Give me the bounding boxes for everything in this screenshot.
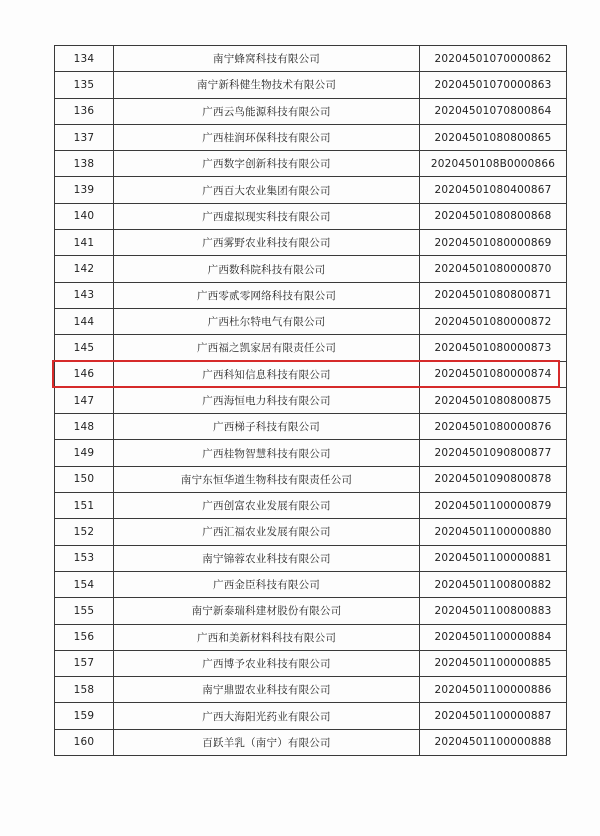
registration-code: 20204501070000862 (420, 46, 567, 72)
row-number: 145 (55, 335, 114, 361)
table-row (55, 46, 567, 72)
registration-code: 20204501100000886 (420, 677, 567, 703)
company-name: 广西杜尔特电气有限公司 (114, 308, 420, 334)
company-name: 广西科知信息科技有限公司 (114, 361, 420, 387)
table-row (55, 256, 567, 282)
company-name: 南宁新科健生物技术有限公司 (114, 72, 420, 98)
row-number: 156 (55, 624, 114, 650)
company-name: 广西博予农业科技有限公司 (114, 650, 420, 676)
company-name: 广西零贰零网络科技有限公司 (114, 282, 420, 308)
table-row (55, 466, 567, 492)
registration-code: 20204501090800878 (420, 466, 567, 492)
company-name: 广西大海阳光药业有限公司 (114, 703, 420, 729)
company-registry-table (54, 45, 567, 756)
table-row (55, 703, 567, 729)
table-row (55, 151, 567, 177)
company-name: 南宁蜂窝科技有限公司 (114, 46, 420, 72)
table-row (55, 519, 567, 545)
registration-code: 20204501080800865 (420, 124, 567, 150)
registration-code: 20204501100000884 (420, 624, 567, 650)
table-row (55, 571, 567, 597)
registration-code: 20204501100000881 (420, 545, 567, 571)
row-number: 148 (55, 414, 114, 440)
row-number: 136 (55, 98, 114, 124)
registration-code: 20204501080000873 (420, 335, 567, 361)
registration-code: 20204501080000876 (420, 414, 567, 440)
company-name: 百跃羊乳（南宁）有限公司 (114, 729, 420, 755)
registration-code: 20204501100000888 (420, 729, 567, 755)
company-name: 广西汇福农业发展有限公司 (114, 519, 420, 545)
registration-code: 20204501080000869 (420, 230, 567, 256)
registration-code: 20204501100000887 (420, 703, 567, 729)
row-number: 147 (55, 387, 114, 413)
registration-code: 20204501080800875 (420, 387, 567, 413)
registration-code: 20204501100000885 (420, 650, 567, 676)
registration-code: 20204501070000863 (420, 72, 567, 98)
table-row-highlighted (55, 361, 567, 387)
registration-code: 20204501080000870 (420, 256, 567, 282)
table-row (55, 414, 567, 440)
row-number: 138 (55, 151, 114, 177)
company-name: 广西和美新材料科技有限公司 (114, 624, 420, 650)
company-name: 广西金臣科技有限公司 (114, 571, 420, 597)
registration-code: 20204501100000879 (420, 493, 567, 519)
table-body (55, 46, 567, 756)
row-number: 159 (55, 703, 114, 729)
table-row (55, 282, 567, 308)
row-number: 152 (55, 519, 114, 545)
registration-code: 20204501100800882 (420, 571, 567, 597)
company-name: 南宁新泰瑞科建材股份有限公司 (114, 598, 420, 624)
registration-code: 20204501080800871 (420, 282, 567, 308)
table-row (55, 308, 567, 334)
company-name: 广西桂润环保科技有限公司 (114, 124, 420, 150)
company-name: 广西海恒电力科技有限公司 (114, 387, 420, 413)
company-name: 广西虚拟现实科技有限公司 (114, 203, 420, 229)
registration-code: 20204501080800868 (420, 203, 567, 229)
row-number: 143 (55, 282, 114, 308)
row-number: 146 (55, 361, 114, 387)
row-number: 155 (55, 598, 114, 624)
table-row (55, 650, 567, 676)
company-name: 广西百大农业集团有限公司 (114, 177, 420, 203)
row-number: 160 (55, 729, 114, 755)
table-row (55, 230, 567, 256)
table-row (55, 493, 567, 519)
registration-code: 20204501090800877 (420, 440, 567, 466)
table-row (55, 598, 567, 624)
table-row (55, 624, 567, 650)
company-name: 广西云鸟能源科技有限公司 (114, 98, 420, 124)
row-number: 154 (55, 571, 114, 597)
company-name: 广西福之凯家居有限责任公司 (114, 335, 420, 361)
table-row (55, 203, 567, 229)
company-name: 南宁东恒华道生物科技有限责任公司 (114, 466, 420, 492)
company-name: 广西桂物智慧科技有限公司 (114, 440, 420, 466)
registration-code: 20204501100000880 (420, 519, 567, 545)
company-name: 广西创富农业发展有限公司 (114, 493, 420, 519)
registration-code: 2020450108B0000866 (420, 151, 567, 177)
row-number: 157 (55, 650, 114, 676)
company-name: 广西数科院科技有限公司 (114, 256, 420, 282)
company-name: 南宁锦蓉农业科技有限公司 (114, 545, 420, 571)
row-number: 142 (55, 256, 114, 282)
registration-code: 20204501080000872 (420, 308, 567, 334)
row-number: 158 (55, 677, 114, 703)
row-number: 141 (55, 230, 114, 256)
table-row (55, 677, 567, 703)
row-number: 149 (55, 440, 114, 466)
company-name: 广西梯子科技有限公司 (114, 414, 420, 440)
registration-code: 20204501070800864 (420, 98, 567, 124)
row-number: 134 (55, 46, 114, 72)
registration-code: 20204501080400867 (420, 177, 567, 203)
table-row (55, 440, 567, 466)
row-number: 150 (55, 466, 114, 492)
row-number: 140 (55, 203, 114, 229)
table-row (55, 72, 567, 98)
table-row (55, 387, 567, 413)
table-row (55, 98, 567, 124)
registration-code: 20204501100800883 (420, 598, 567, 624)
row-number: 151 (55, 493, 114, 519)
company-name: 南宁鼎盟农业科技有限公司 (114, 677, 420, 703)
registration-code: 20204501080000874 (420, 361, 567, 387)
row-number: 137 (55, 124, 114, 150)
company-name: 广西数字创新科技有限公司 (114, 151, 420, 177)
row-number: 139 (55, 177, 114, 203)
table-row (55, 177, 567, 203)
row-number: 135 (55, 72, 114, 98)
table-row (55, 124, 567, 150)
row-number: 153 (55, 545, 114, 571)
company-name: 广西雾野农业科技有限公司 (114, 230, 420, 256)
table-row (55, 729, 567, 755)
table-row (55, 335, 567, 361)
row-number: 144 (55, 308, 114, 334)
table-row (55, 545, 567, 571)
